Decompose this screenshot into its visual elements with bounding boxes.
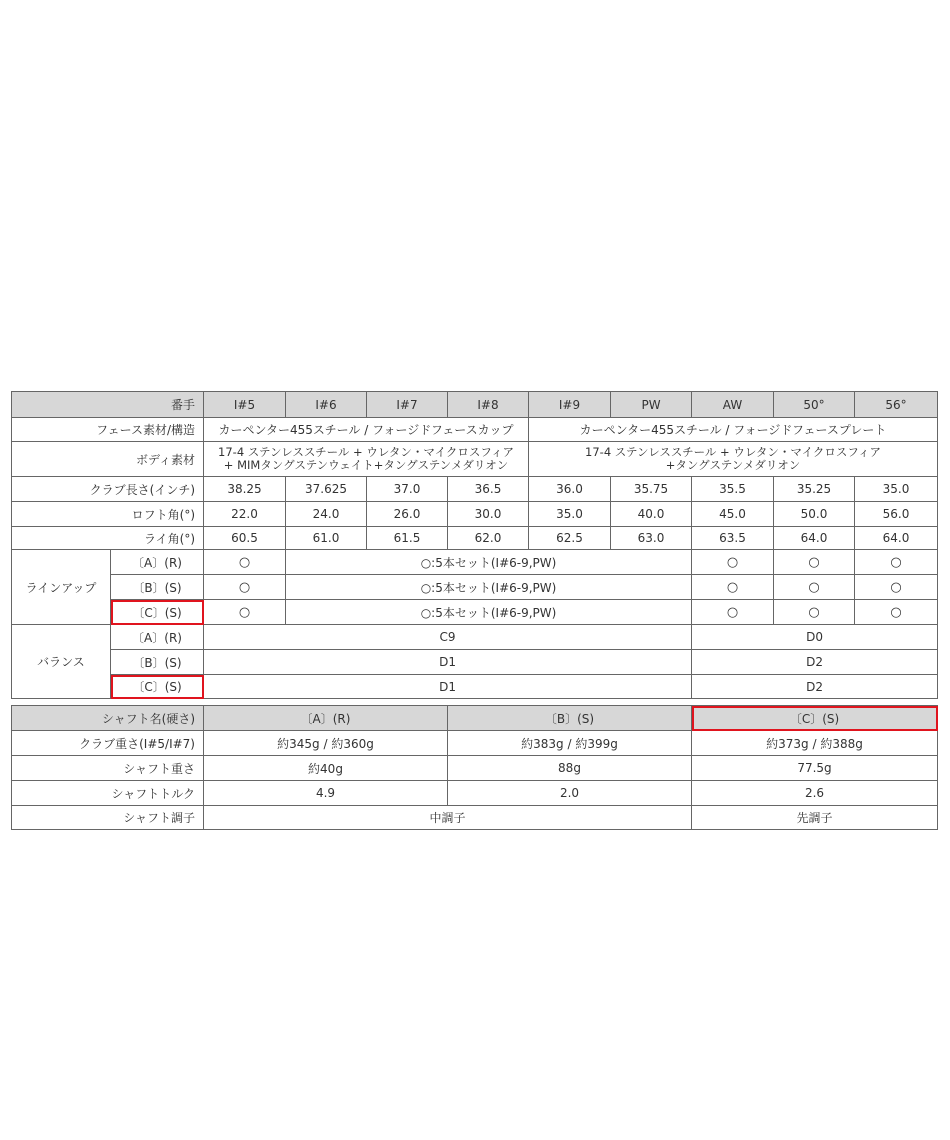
cell: 30.0 (448, 502, 529, 527)
shaft-name-row (12, 706, 938, 731)
club-header: PW (611, 392, 692, 418)
body-line: + MIMタングステンウェイト+タングステンメダリオン (223, 458, 509, 472)
balance-wedges: D2 (692, 650, 938, 675)
row-label: シャフト重さ (12, 756, 204, 781)
cell: 61.5 (367, 527, 448, 550)
cell: 36.5 (448, 477, 529, 502)
club-weight-row (12, 731, 938, 756)
cell: 45.0 (692, 502, 774, 527)
balance-irons: D1 (204, 650, 692, 675)
club-header: 56° (855, 392, 938, 418)
balance-irons: C9 (204, 625, 692, 650)
lie-row (12, 527, 938, 550)
row-label: クラブ重さ(I#5/I#7) (12, 731, 204, 756)
cell: 22.0 (204, 502, 286, 527)
cell: 61.0 (286, 527, 367, 550)
shaft-label-highlighted: 〔C〕(S) (111, 600, 204, 625)
cell: ○ (774, 550, 855, 575)
cell: 先調子 (692, 806, 938, 830)
lineup-label: ラインアップ (12, 550, 111, 625)
cell: 約345g / 約360g (204, 731, 448, 756)
shaft-label: 〔B〕(S) (111, 650, 204, 675)
set-cell: ○:5本セット(I#6-9,PW) (286, 600, 692, 625)
row-label: シャフト名(硬さ) (12, 706, 204, 731)
club-header: I#5 (204, 392, 286, 418)
cell: 2.0 (448, 781, 692, 806)
cell: 37.0 (367, 477, 448, 502)
set-cell: ○:5本セット(I#6-9,PW) (286, 575, 692, 600)
body-material-row (12, 442, 938, 477)
loft-row (12, 502, 938, 527)
lineup-row (12, 550, 938, 575)
cell: ○ (692, 575, 774, 600)
cell: ○ (204, 575, 286, 600)
lineup-row (12, 600, 938, 625)
face-material-irons: カーペンター455スチール / フォージドフェースカップ (204, 418, 529, 442)
shaft-header: 〔B〕(S) (448, 706, 692, 731)
cell: 62.0 (448, 527, 529, 550)
cell: ○ (204, 600, 286, 625)
club-spec-table (11, 391, 938, 699)
balance-label: バランス (12, 625, 111, 699)
cell: ○ (774, 600, 855, 625)
face-material-others: カーペンター455スチール / フォージドフェースプレート (529, 418, 938, 442)
cell: 36.0 (529, 477, 611, 502)
cell: 60.5 (204, 527, 286, 550)
balance-row (12, 625, 938, 650)
club-header: I#9 (529, 392, 611, 418)
length-row (12, 477, 938, 502)
cell: 40.0 (611, 502, 692, 527)
cell: 35.0 (855, 477, 938, 502)
body-line: 17-4 ステンレススチール + ウレタン・マイクロスフィア (218, 445, 514, 459)
club-header: AW (692, 392, 774, 418)
cell: 中調子 (204, 806, 692, 830)
balance-row (12, 650, 938, 675)
row-label: ボディ素材 (12, 442, 204, 477)
body-material-others (529, 442, 938, 477)
cell: ○ (692, 550, 774, 575)
shaft-label: 〔A〕(R) (111, 550, 204, 575)
cell: 35.25 (774, 477, 855, 502)
row-label: シャフトトルク (12, 781, 204, 806)
cell: 26.0 (367, 502, 448, 527)
kick-point-row (12, 806, 938, 830)
torque-row (12, 781, 938, 806)
cell: 35.75 (611, 477, 692, 502)
cell: 56.0 (855, 502, 938, 527)
row-label: シャフト調子 (12, 806, 204, 830)
set-cell: ○:5本セット(I#6-9,PW) (286, 550, 692, 575)
cell: 62.5 (529, 527, 611, 550)
shaft-label: 〔B〕(S) (111, 575, 204, 600)
cell: 2.6 (692, 781, 938, 806)
row-label: ライ角(°) (12, 527, 204, 550)
cell: 35.5 (692, 477, 774, 502)
shaft-label-highlighted: 〔C〕(S) (111, 675, 204, 699)
balance-wedges: D2 (692, 675, 938, 699)
row-label: 番手 (12, 392, 204, 418)
cell: 37.625 (286, 477, 367, 502)
club-header: I#6 (286, 392, 367, 418)
club-header: I#7 (367, 392, 448, 418)
cell: 約40g (204, 756, 448, 781)
balance-wedges: D0 (692, 625, 938, 650)
cell: ○ (774, 575, 855, 600)
cell: 38.25 (204, 477, 286, 502)
cell: 64.0 (855, 527, 938, 550)
shaft-weight-row (12, 756, 938, 781)
club-header: I#8 (448, 392, 529, 418)
cell: 24.0 (286, 502, 367, 527)
lineup-row (12, 575, 938, 600)
cell: ○ (204, 550, 286, 575)
cell: 63.0 (611, 527, 692, 550)
cell: 35.0 (529, 502, 611, 527)
shaft-header-highlighted: 〔C〕(S) (692, 706, 938, 731)
shaft-header: 〔A〕(R) (204, 706, 448, 731)
cell: ○ (855, 600, 938, 625)
cell: 50.0 (774, 502, 855, 527)
body-material-irons (204, 442, 529, 477)
cell: 77.5g (692, 756, 938, 781)
cell: 64.0 (774, 527, 855, 550)
balance-row (12, 675, 938, 699)
club-header: 50° (774, 392, 855, 418)
cell: 約373g / 約388g (692, 731, 938, 756)
body-line: 17-4 ステンレススチール + ウレタン・マイクロスフィア (585, 445, 881, 459)
cell: ○ (855, 575, 938, 600)
club-number-row (12, 392, 938, 418)
body-line: +タングステンメダリオン (665, 458, 801, 472)
face-material-row (12, 418, 938, 442)
row-label: ロフト角(°) (12, 502, 204, 527)
row-label: フェース素材/構造 (12, 418, 204, 442)
balance-irons: D1 (204, 675, 692, 699)
cell: 88g (448, 756, 692, 781)
cell: 約383g / 約399g (448, 731, 692, 756)
cell: ○ (855, 550, 938, 575)
cell: ○ (692, 600, 774, 625)
row-label: クラブ長さ(インチ) (12, 477, 204, 502)
cell: 4.9 (204, 781, 448, 806)
shaft-spec-table (11, 705, 938, 830)
shaft-label: 〔A〕(R) (111, 625, 204, 650)
cell: 63.5 (692, 527, 774, 550)
